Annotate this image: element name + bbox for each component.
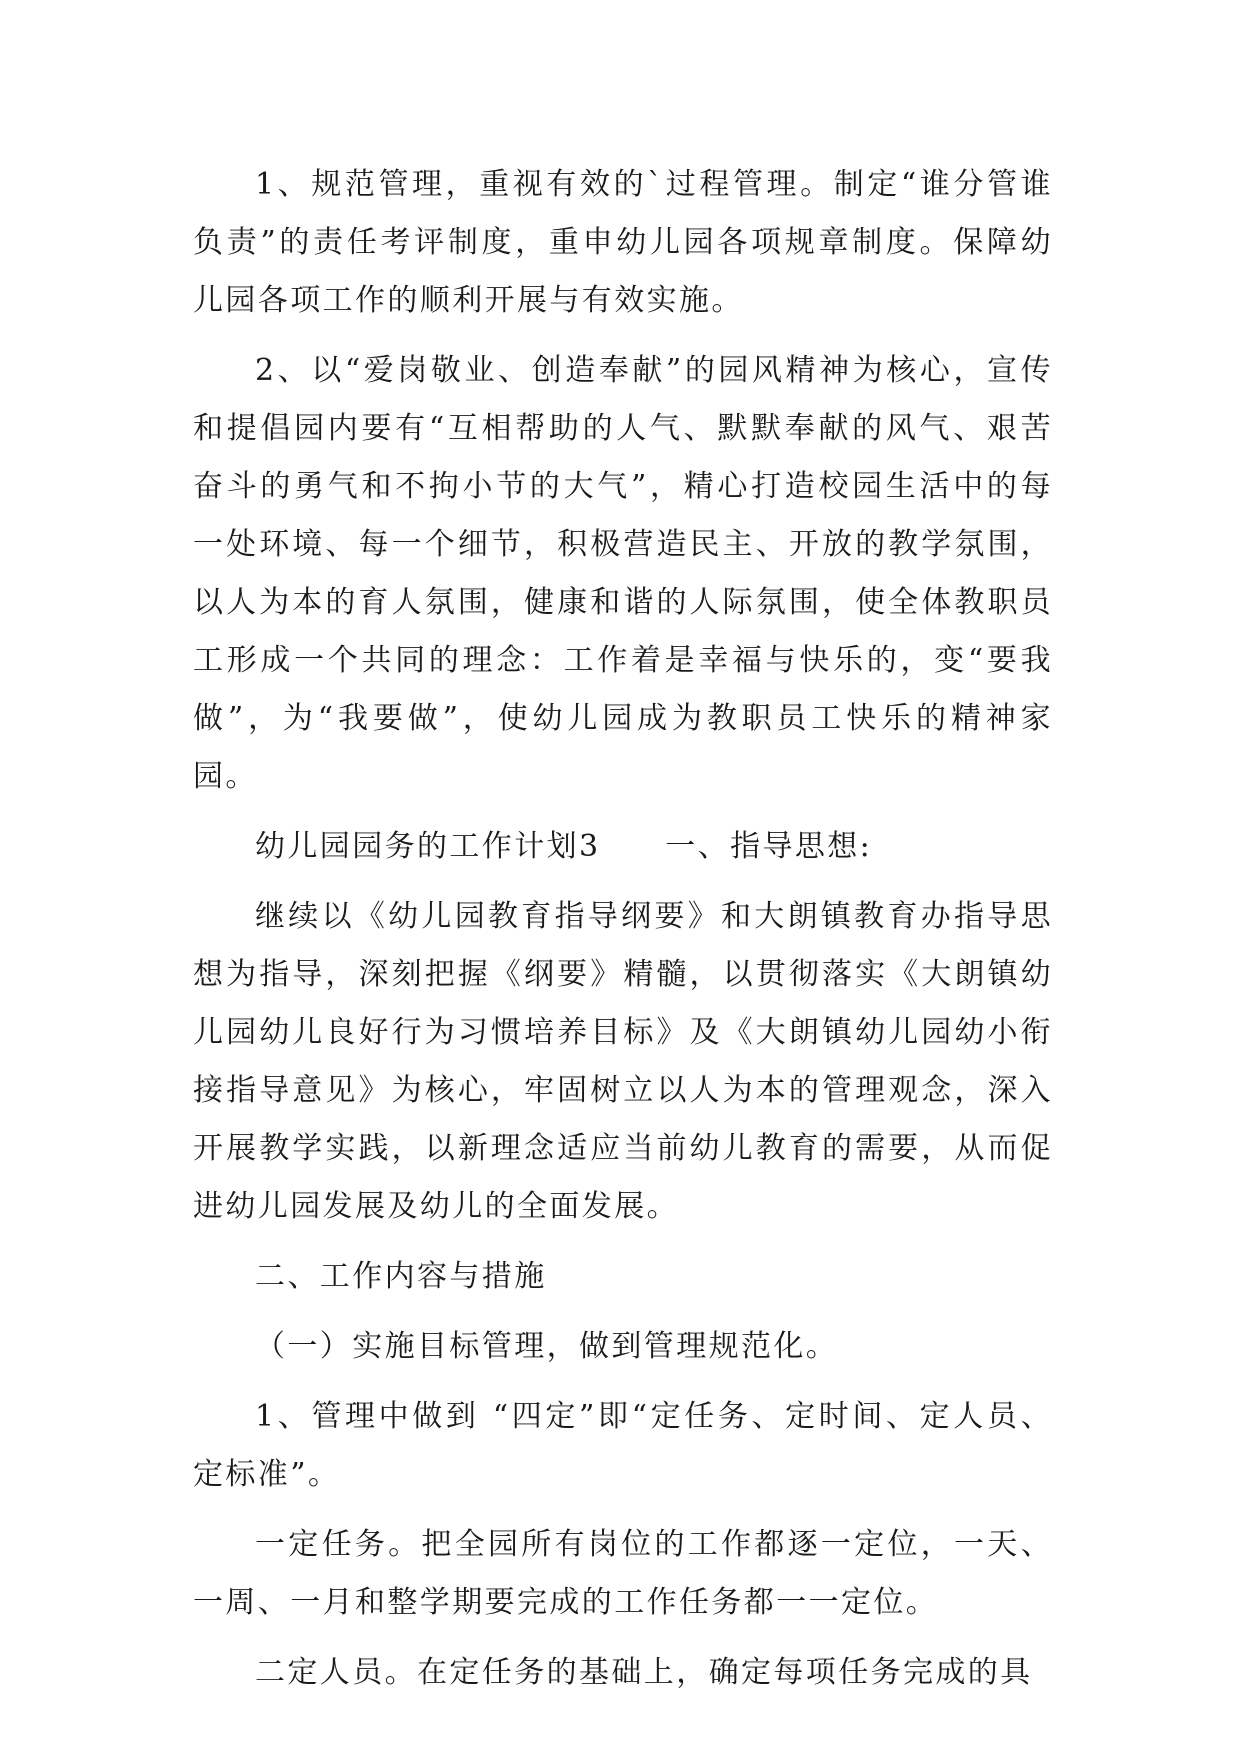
paragraph-define-tasks: 一定任务。把全园所有岗位的工作都逐一定位，一天、一周、一月和整学期要完成的工作任务都一一定位。 — [193, 1527, 1053, 1620]
paragraph-guiding-ideology: 继续以《幼儿园教育指导纲要》和大朗镇教育办指导思想为指导，深刻把握《纲要》精髓，以贯彻落实《大朗镇幼儿园幼儿良好行为习惯培养目标》及《大朗镇幼儿园幼小衔接指导意见》为核心，牢固树立以人为本的管理观念，深入开展教学实践，以新理念适应当前幼儿教育的需要，从而促进幼儿园发展及幼儿的全面发展。 — [193, 899, 1053, 1224]
paragraph-management-standards: 1、规范管理，重视有效的`过程管理。制定“谁分管谁负责”的责任考评制度，重申幼儿园各项规章制度。保障幼儿园各项工作的顺利开展与有效实施。 — [193, 167, 1053, 318]
paragraph-define-personnel: 二定人员。在定任务的基础上，确定每项任务完成的具 — [255, 1655, 1033, 1690]
paragraph-four-determinations: 1、管理中做到 “四定”即“定任务、定时间、定人员、定标准”。 — [193, 1399, 1053, 1492]
section-heading-work-content: 二、工作内容与措施 — [255, 1259, 547, 1294]
paragraph-plan-3-title: 幼儿园园务的工作计划3 一、指导思想: — [255, 829, 873, 864]
document-body — [193, 156, 1053, 1702]
subheading-goal-management: （一）实施目标管理，做到管理规范化。 — [255, 1329, 839, 1364]
paragraph-kindergarten-spirit: 2、以“爱岗敬业、创造奉献”的园风精神为核心，宣传和提倡园内要有“互相帮助的人气、默默奉献的风气、艰苦奋斗的勇气和不拘小节的大气”，精心打造校园生活中的每一处环境、每一个细节，积极营造民主、开放的教学氛围，以人为本的育人氛围，健康和谐的人际氛围，使全体教职员工形成一个共同的理念：工作着是幸福与快乐的，变“要我做”，为“我要做”，使幼儿园成为教职员工快乐的精神家园。 — [193, 353, 1053, 794]
